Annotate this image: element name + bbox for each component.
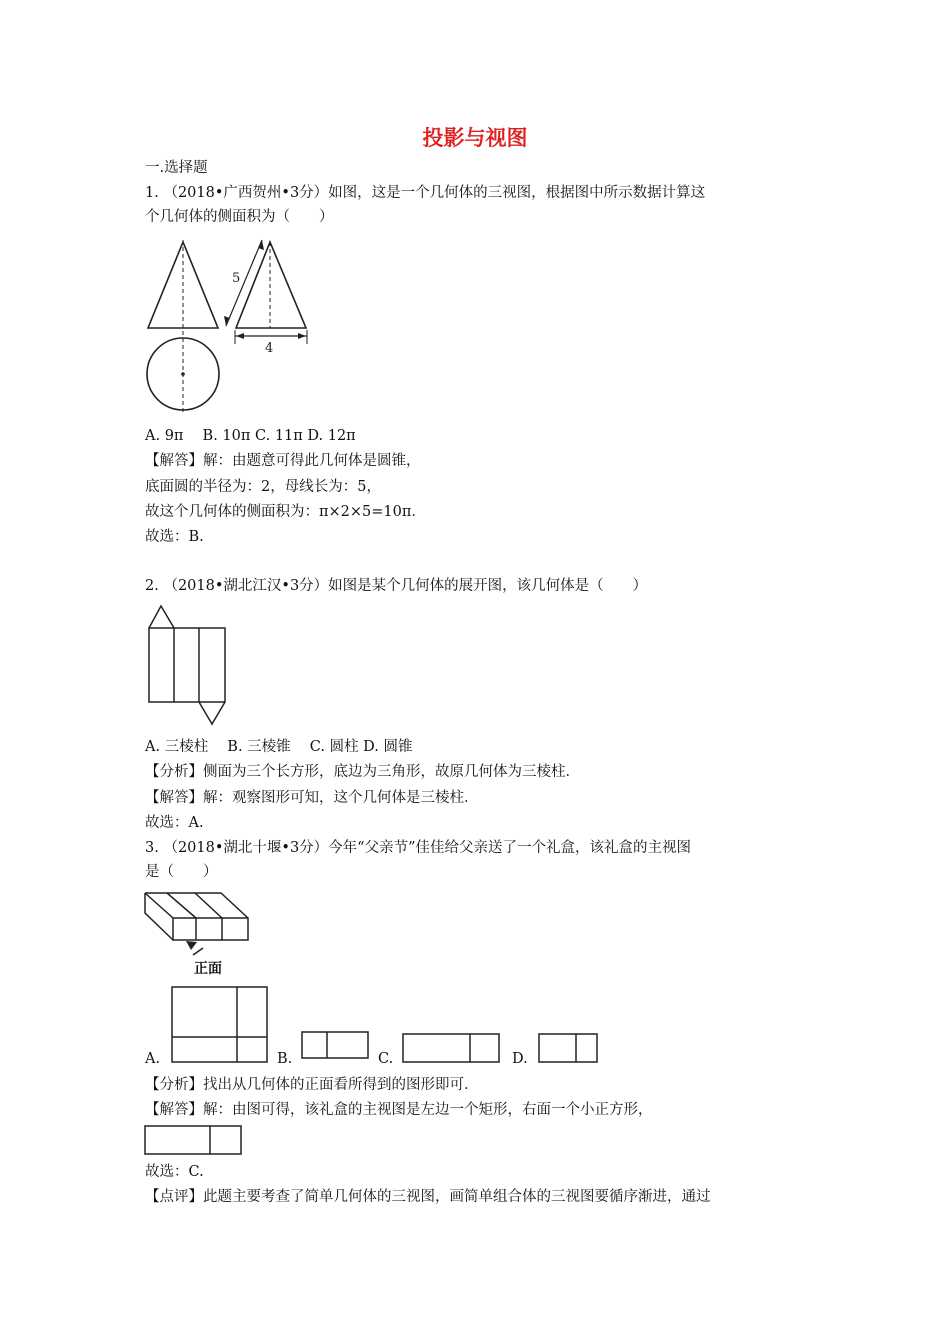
q1-stem-line2: 个几何体的侧面积为（ ）	[145, 209, 334, 225]
front-label: 正面	[194, 961, 222, 977]
page-title: 投影与视图	[422, 126, 528, 150]
q3-option-b-label: B.	[277, 1051, 293, 1067]
q3-option-a-label: A.	[145, 1051, 161, 1067]
q3-option-d-figure	[538, 1033, 600, 1064]
q3-option-b-figure	[301, 1031, 371, 1061]
q3-option-c-label: C.	[378, 1051, 394, 1067]
q3-answer-figure	[144, 1125, 244, 1156]
q2-net-figure	[145, 602, 230, 727]
q3-option-a-figure	[171, 986, 269, 1064]
q2-options: A. 三棱柱 B. 三棱锥 C. 圆柱 D. 圆锥	[145, 739, 413, 755]
q3-gift-box-figure	[140, 885, 255, 977]
label-base-width: 4	[265, 341, 274, 356]
q2-analysis: 【分析】侧面为三个长方形，底边为三角形，故原几何体为三棱柱．	[145, 764, 580, 780]
q3-stem-line1: 3. （2018•湖北十堰•3分）今年“父亲节”佳佳给父亲送了一个礼盒，该礼盒的主视图	[145, 840, 691, 856]
q3-analysis: 【分析】找出从几何体的正面看所得到的图形即可．	[145, 1077, 479, 1093]
q1-answer-line: 故选：B.	[145, 529, 204, 545]
q1-options: A. 9π B. 10π C. 11π D. 12π	[145, 428, 356, 444]
q2-answer: 【解答】解：观察图形可知，这个几何体是三棱柱．	[145, 790, 479, 806]
q2-stem: 2. （2018•湖北江汉•3分）如图是某个几何体的展开图，该几何体是（ ）	[145, 578, 648, 594]
q2-choice: 故选：A.	[145, 815, 204, 831]
q3-choice: 故选：C.	[145, 1164, 204, 1180]
q1-answer-line: 底面圆的半径为：2，母线长为：5，	[145, 479, 381, 495]
q3-option-d-label: D.	[512, 1051, 528, 1067]
q3-comment: 【点评】此题主要考查了简单几何体的三视图，画简单组合体的三视图要循序渐进，通过	[145, 1189, 711, 1205]
section-heading: 一.选择题	[145, 160, 208, 176]
q1-three-view-figure	[140, 232, 320, 417]
q3-option-c-figure	[402, 1033, 502, 1064]
q3-stem-line2: 是（ ）	[145, 864, 218, 880]
q1-answer-line: 故这个几何体的侧面积为：π×2×5=10π．	[145, 504, 426, 520]
q1-stem-line1: 1. （2018•广西贺州•3分）如图，这是一个几何体的三视图，根据图中所示数据计算这	[145, 185, 706, 201]
q1-answer-line: 【解答】解：由题意可得此几何体是圆锥，	[145, 453, 421, 469]
side-view-triangle	[236, 242, 306, 328]
q3-answer: 【解答】解：由图可得，该礼盒的主视图是左边一个矩形，右面一个小正方形，	[145, 1102, 653, 1118]
label-slant-height: 5	[232, 271, 241, 286]
